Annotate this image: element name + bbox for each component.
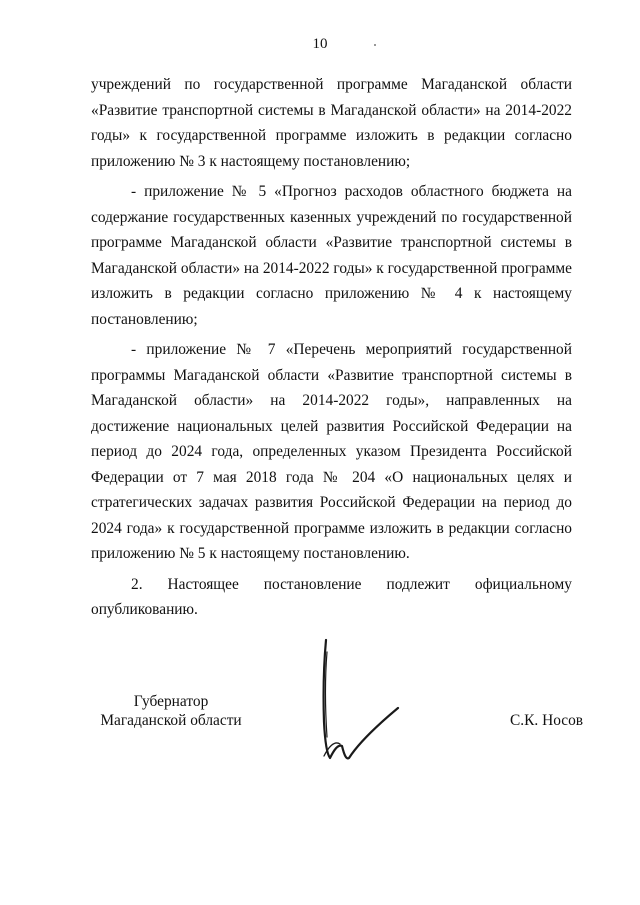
signatory-region: Магаданской области xyxy=(100,712,242,729)
page-number: 10 xyxy=(312,36,328,52)
paragraph-continuation: учреждений по государственной программе Магаданской области «Развитие транспортной системы в Магаданской области» на 2014-2022 годы» к государственной программе изложить в редакции согласно приложению № 3 к настоящему постановлению; xyxy=(91,76,572,170)
document-body xyxy=(91,72,572,628)
signatory-title xyxy=(96,692,246,730)
handwritten-signature xyxy=(312,632,412,772)
scan-speck xyxy=(374,44,376,46)
paragraph-appendix-5: - приложение № 5 «Прогноз расходов областного бюджета на содержание государственных казенных учреждений по государственной программе Магаданской области «Развитие транспортной системы в Магаданской области» на 2014-2022 годы» к государственной программе изложить в редакции согласно приложению № 4 к настоящему постановлению; xyxy=(91,183,572,328)
signatory-name: С.К. Носов xyxy=(510,712,584,729)
signatory-position: Губернатор xyxy=(133,693,209,710)
paragraph-publication: 2. Настоящее постановление подлежит официальному опубликованию. xyxy=(91,575,572,618)
paragraph-appendix-7: - приложение № 7 «Перечень мероприятий государственной программы Магаданской области «Развитие транспортной системы в Магаданской области» на 2014-2022 годы», направленных на достижение национальных целей развития Российской Федерации на период до 2024 года, определенных указом Президента Российской Федерации от 7 мая 2018 года № 204 «О национальных целях и стратегических задачах развития Российской Федерации на период до 2024 года» к государственной программе изложить в редакции согласно приложению № 5 к настоящему постановлению. xyxy=(91,341,572,562)
